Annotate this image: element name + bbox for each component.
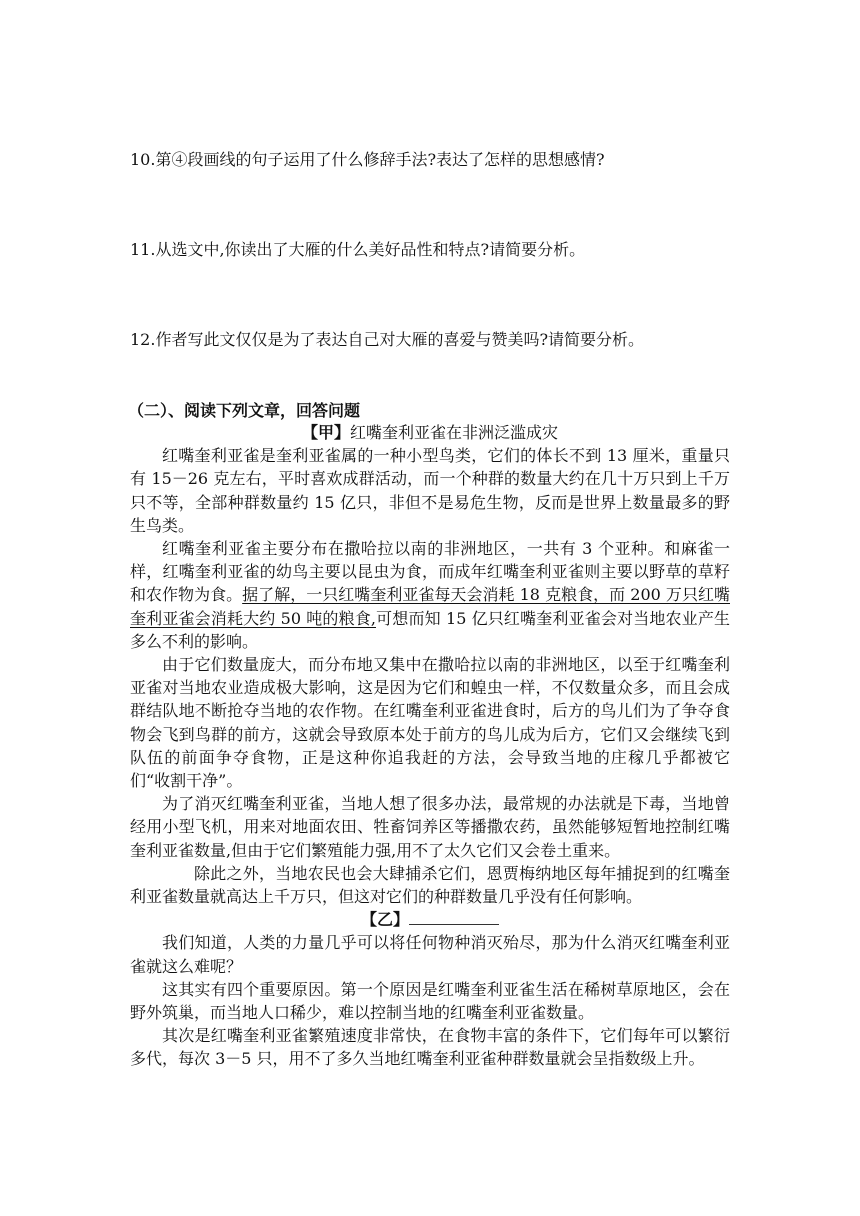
article-a-paragraph-2 xyxy=(130,537,730,653)
article-a-paragraph-1: 红嘴奎利亚雀是奎利亚雀属的一种小型鸟类，它们的体长不到 13 厘米，重量只有 15－26 克左右，平时喜欢成群活动，而一个种群的数量大约在几十万只到上千万只不等，全部种群数量约 15 亿只，非但不是易危生物，反而是世界上数量最多的野生鸟类。 xyxy=(130,446,730,535)
underlined-sentence: 据了解，一只红嘴奎利亚雀每天会消耗 18 克粮食，而 200 万只红嘴奎利亚雀会消耗大约 50 吨的粮食, xyxy=(130,585,730,628)
question-number: 12. xyxy=(130,330,156,349)
article-a-paragraph-4: 为了消灭红嘴奎利亚雀，当地人想了很多办法，最常规的办法就是下毒，当地曾经用小型飞机，用来对地面农田、牲畜饲养区等播撒农药，虽然能够短暂地控制红嘴奎利亚雀数量,但由于它们繁殖能力强,用不了太久它们又会卷土重来。 xyxy=(130,794,730,860)
article-b-paragraph-3: 其次是红嘴奎利亚雀繁殖速度非常快，在食物丰富的条件下，它们每年可以繁衍多代，每次 3－5 只，用不了多久当地红嘴奎利亚雀种群数量就会呈指数级上升。 xyxy=(130,1026,730,1069)
paragraph-text: 红嘴奎利亚雀主要分布在撒哈拉以南的非洲地区，一共有 3 个亚种。和麻雀一样，红嘴奎利亚雀的幼鸟主要以昆虫为食，而成年红嘴奎利亚雀则主要以野草的草籽和农作物为食。 xyxy=(130,539,730,605)
article-b-bracket: 【乙】 xyxy=(360,910,409,930)
article-a-title: 红嘴奎利亚雀在非洲泛滥成灾 xyxy=(350,423,559,442)
question-11 xyxy=(130,240,585,260)
article-b-heading xyxy=(130,908,730,931)
article-b-paragraph-1: 我们知道，人类的力量几乎可以将任何物种消灭殆尽，那为什么消灭红嘴奎利亚雀就这么难呢？ xyxy=(130,933,730,976)
question-number: 11. xyxy=(130,240,156,259)
question-text: 从选文中,你读出了大雁的什么美好品性和特点?请简要分析。 xyxy=(155,240,586,259)
paragraph-text: 可想而知 15 亿只红嘴奎利亚雀会对当地农业产生多么不利的影响。 xyxy=(130,608,730,651)
question-text: 第④段画线的句子运用了什么修辞手法?表达了怎样的思想感情? xyxy=(155,150,605,169)
article-a-paragraph-3: 由于它们数量庞大，而分布地又集中在撒哈拉以南的非洲地区，以至于红嘴奎利亚雀对当地农业造成极大影响，这是因为它们和蝗虫一样，不仅数量众多，而且会成群结队地不断抢夺当地的农作物。在红嘴奎利亚雀进食时，后方的鸟儿们为了争夺食物会飞到鸟群的前方，这就会导致原本处于前方的鸟儿成为后方，它们又会继续飞到队伍的前面争夺食物，正是这种你追我赶的方法，会导致当地的庄稼几乎都被它们“收割干净”。 xyxy=(130,655,730,791)
section-title: （二）、阅读下列文章，回答问题 xyxy=(128,401,361,420)
article-a-bracket: 【甲】 xyxy=(301,423,350,442)
question-text: 作者写此文仅仅是为了表达自己对大雁的喜爱与赞美吗?请简要分析。 xyxy=(155,330,645,349)
question-10 xyxy=(130,150,605,170)
reading-passage xyxy=(130,421,730,1071)
question-12 xyxy=(130,330,644,350)
article-b-paragraph-2: 这其实有四个重要原因。第一个原因是红嘴奎利亚雀生活在稀树草原地区，会在野外筑巢，而当地人口稀少，难以控制当地的红嘴奎利亚雀数量。 xyxy=(130,979,730,1023)
article-a-paragraph-5: 除此之外，当地农民也会大肆捕杀它们，恩贾梅纳地区每年捕捉到的红嘴奎利亚雀数量就高达上千万只，但这对它们的种群数量几乎没有任何影响。 xyxy=(130,863,730,907)
article-a-heading xyxy=(130,421,730,444)
title-blank-line xyxy=(409,910,499,925)
question-number: 10. xyxy=(130,150,156,169)
